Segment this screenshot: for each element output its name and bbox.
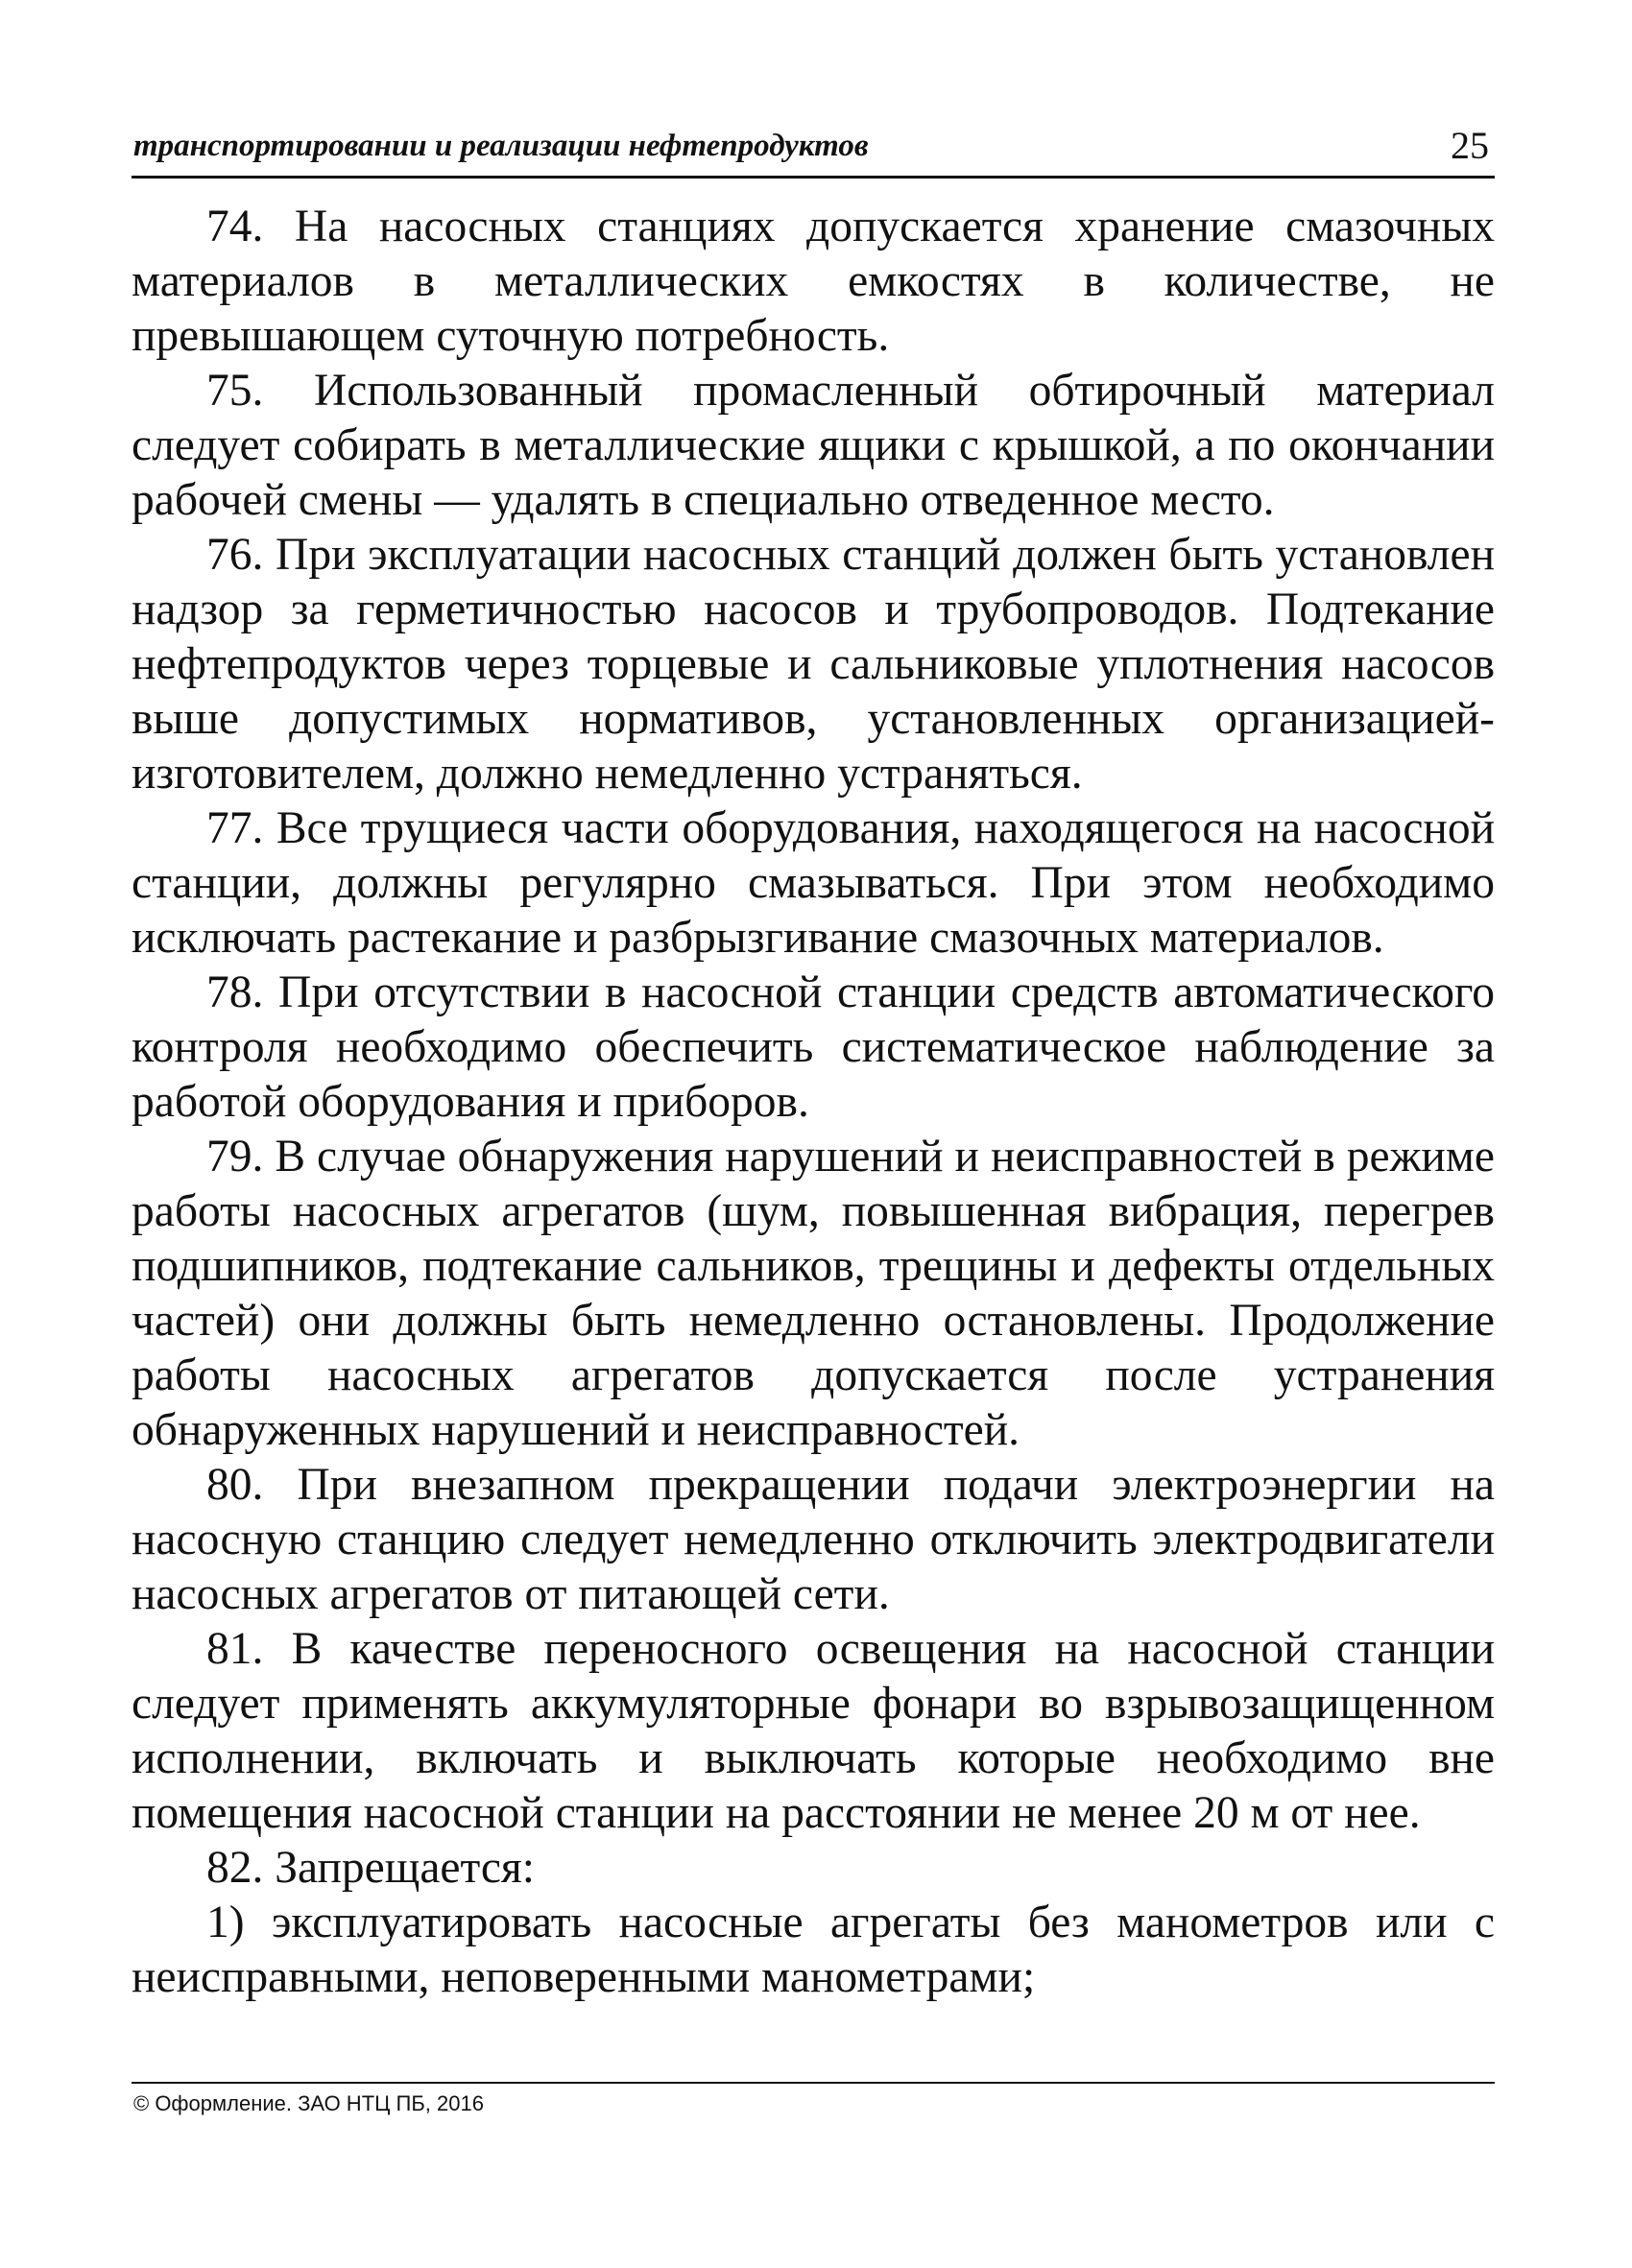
paragraph-80: 80. При внезапном прекращении подачи электроэнергии на насосную станцию следует немедленно отключить электродвигатели насосных агрегатов от питающей сети. — [132, 1460, 1495, 1619]
paragraph-74: 74. На насосных станциях допускается хранение смазочных материалов в металлических емкостях в количестве, не превышающем суточную потребность. — [132, 202, 1495, 361]
body-text — [132, 200, 1495, 2005]
page-number: 25 — [1451, 124, 1489, 167]
footer-rule — [132, 2082, 1495, 2084]
document-page — [132, 0, 1495, 2268]
paragraph-79: 79. В случае обнаружения нарушений и неисправностей в режиме работы насосных агрегатов (шум, повышенная вибрация, перегрев подшипников, подтекание сальников, трещины и дефекты отдельных частей) они должны быть немедленно остановлены. Продолжение работы насосных агрегатов допускается после устранения обнаруженных нарушений и неисправностей. — [132, 1132, 1495, 1455]
copyright-note: © Оформление. ЗАО НТЦ ПБ, 2016 — [133, 2091, 484, 2115]
paragraph-75: 75. Использованный промасленный обтирочный материал следует собирать в металлические ящики с крышкой, а по окончании рабочей смены — удалять в специально отведенное место. — [132, 366, 1495, 525]
list-item-1: 1) эксплуатировать насосные агрегаты без манометров или с неисправными, неповеренными манометрами; — [132, 1898, 1495, 2002]
paragraph-81: 81. В качестве переносного освещения на насосной станции следует применять аккумуляторные фонари во взрывозащищенном исполнении, включать и выключать которые необходимо вне помещения насосной станции на расстоянии не менее 20 м от нее. — [132, 1624, 1495, 1838]
paragraph-76: 76. При эксплуатации насосных станций должен быть установлен надзор за герметичностью насосов и трубопроводов. Подтекание нефтепродуктов через торцевые и сальниковые уплотнения насосов выше допустимых нормативов, установленных организацией-изготовителем, должно немедленно устраняться. — [132, 530, 1495, 799]
paragraph-77: 77. Все трущиеся части оборудования, находящегося на насосной станции, должны регулярно смазываться. При этом необходимо исключать растекание и разбрызгивание смазочных материалов. — [132, 803, 1495, 963]
running-title: транспортировании и реализации нефтепродуктов — [133, 129, 869, 163]
paragraph-78: 78. При отсутствии в насосной станции средств автоматического контроля необходимо обеспечить систематическое наблюдение за работой оборудования и приборов. — [132, 967, 1495, 1127]
header-rule — [132, 176, 1495, 179]
paragraph-82: 82. Запрещается: — [206, 1843, 535, 1893]
running-header — [132, 125, 1495, 177]
